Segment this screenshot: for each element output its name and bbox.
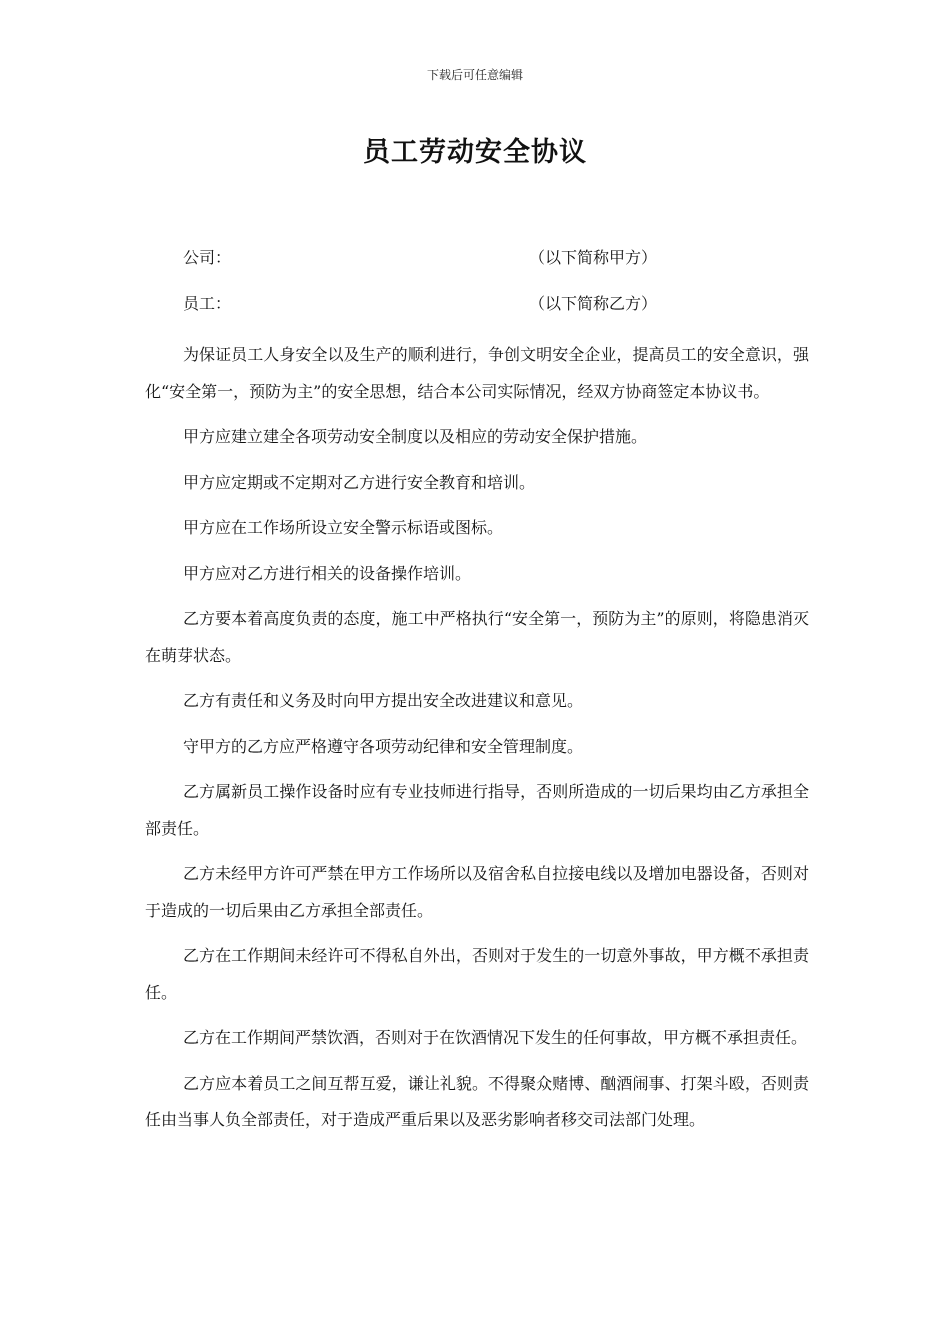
party-line-employee: [183, 292, 743, 316]
paragraph-clause: 乙方要本着高度负责的态度，施工中严格执行“安全第一，预防为主”的原则，将隐患消灭在萌芽状态。: [145, 609, 809, 665]
paragraph-clause: 甲方应建立建全各项劳动安全制度以及相应的劳动安全保护措施。: [183, 427, 648, 446]
party-label-company: 公司：: [183, 248, 232, 267]
paragraph-preamble: 为保证员工人身安全以及生产的顺利进行，争创文明安全企业，提高员工的安全意识，强化“安全第一，预防为主”的安全思想，结合本公司实际情况，经双方协商签定本协议书。: [145, 345, 809, 401]
paragraph-clause: 守甲方的乙方应严格遵守各项劳动纪律和安全管理制度。: [183, 736, 584, 756]
paragraph-clause: 乙方未经甲方许可严禁在甲方工作场所以及宿舍私自拉接电线以及增加电器设备，否则对于造成的一切后果由乙方承担全部责任。: [145, 864, 809, 920]
party-label-employee: 员工：: [183, 294, 232, 313]
paragraph-clause: 甲方应定期或不定期对乙方进行安全教育和培训。: [183, 472, 536, 492]
paragraph-clause: 甲方应对乙方进行相关的设备操作培训。: [183, 563, 472, 583]
document-title: 员工劳动安全协议: [363, 137, 587, 168]
paragraph-clause: 乙方在工作期间严禁饮酒，否则对于在饮酒情况下发生的任何事故，甲方概不承担责任。: [183, 1028, 808, 1047]
document-body: [145, 337, 809, 1148]
party-note-company: （以下简称甲方）: [529, 248, 658, 267]
party-line-company: [183, 246, 743, 270]
page-header-note: 下载后可任意编辑: [426, 68, 523, 82]
paragraph-clause: 乙方属新员工操作设备时应有专业技师进行指导，否则所造成的一切后果均由乙方承担全部责任。: [145, 782, 809, 838]
paragraph-clause: 乙方有责任和义务及时向甲方提出安全改进建议和意见。: [183, 691, 584, 710]
paragraph-clause: 乙方在工作期间未经许可不得私自外出，否则对于发生的一切意外事故，甲方概不承担责任。: [145, 946, 809, 1002]
paragraph-clause: 乙方应本着员工之间互帮互爱，谦让礼貌。不得聚众赌博、酗酒闹事、打架斗殴，否则责任由当事人负全部责任，对于造成严重后果以及恶劣影响者移交司法部门处理。: [145, 1073, 809, 1129]
paragraph-clause: 甲方应在工作场所设立安全警示标语或图标。: [183, 518, 504, 537]
party-note-employee: （以下简称乙方）: [529, 294, 658, 313]
